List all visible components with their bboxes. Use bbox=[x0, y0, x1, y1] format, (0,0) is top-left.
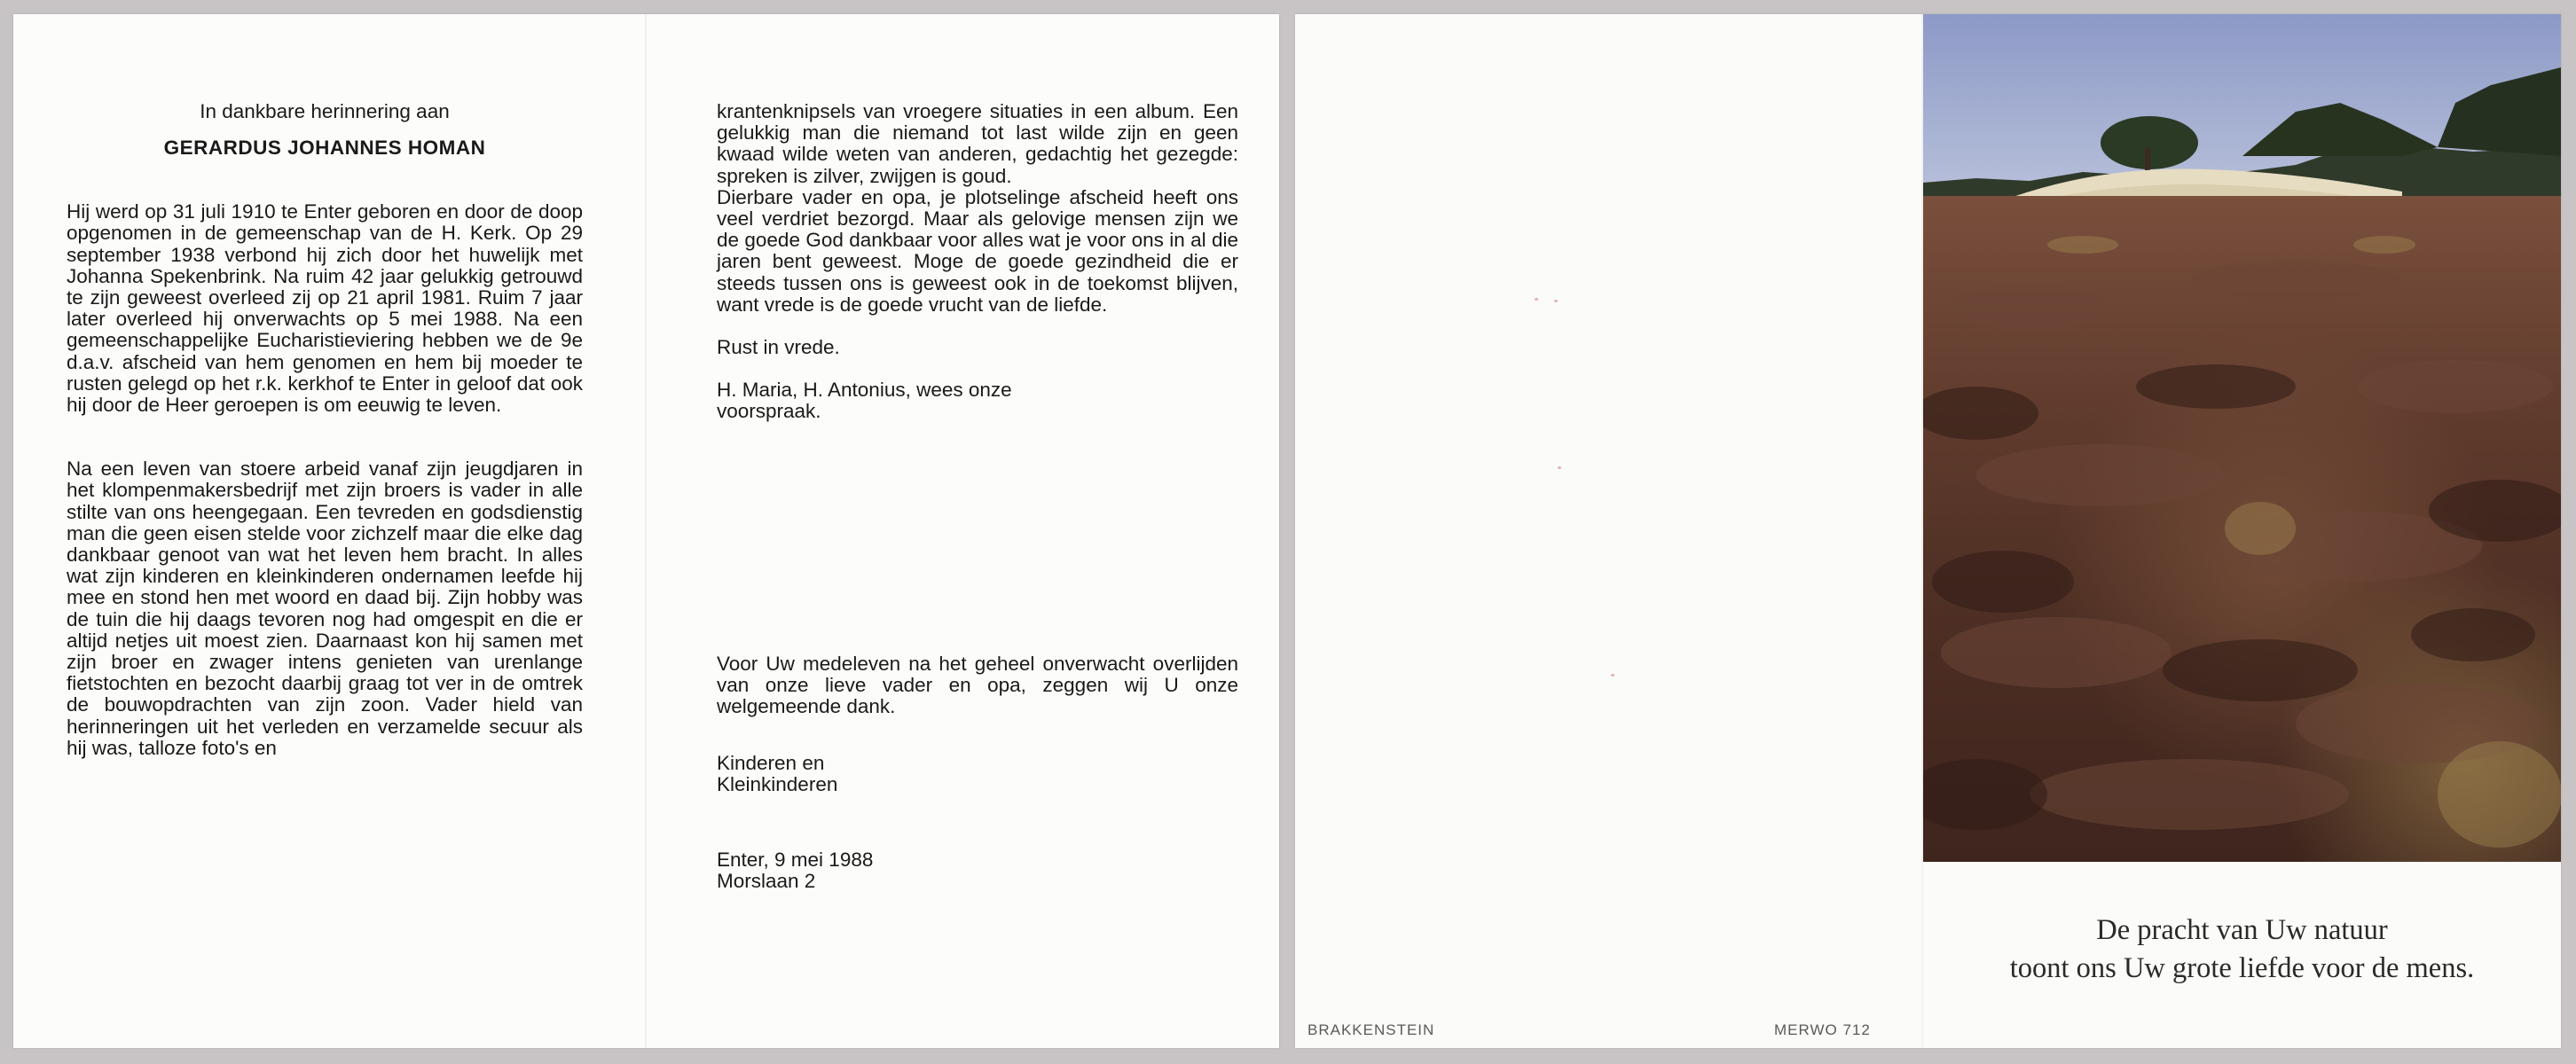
life-paragraph: Na een leven van stoere arbeid vanaf zijn jeugdjaren in het klompenmakersbedrijf met zijn broers is vader in alle stilte van ons heengegaan. Een tevreden en godsdienstig man die geen eisen stelde voor zichzelf maar die elke dag dankbaar genoot van wat het leven hem bracht. In alles wat zijn kinderen en kleinkinderen ondernamen leefde hij mee en stond hen met woord en daad bij. Zijn hobby was de tuin die hij daags tevoren nog had omgespit en die er altijd netjes uit moest zien. Daarnaast kon hij samen met zijn broer en zwager intens genieten van urenlange fietstochten en bezocht daarbij graag tot ver in de omtrek de bouwopdrachten van zijn zoon. Vader hield van herinneringen uit het verleden en verzamelde secuur als hij was, talloze foto's en bbox=[67, 458, 583, 759]
caption-line: De pracht van Uw natuur bbox=[2096, 914, 2388, 946]
signature-block bbox=[717, 753, 1238, 795]
signature-line: Kinderen en bbox=[717, 752, 825, 775]
card-caption bbox=[1923, 911, 2561, 988]
farewell-paragraph: Dierbare vader en opa, je plotselinge afscheid heeft ons veel verdriet bezorgd. Maar als gelovige mensen zijn we de goede God dankbaar voor alles wat je voor ons in al die jaren bent geweest. Moge de goede gezindheid die er steeds tussen ons is geweest ook in de toekomst blijven, want vrede is de goede vrucht van de liefde. bbox=[717, 185, 1238, 316]
card-outside bbox=[1295, 14, 2561, 1048]
card-fold bbox=[645, 14, 647, 1048]
text-column-left bbox=[67, 101, 583, 759]
album-paragraph: krantenknipsels van vroegere situaties in een album. Een gelukkig man die niemand tot last wilde zijn en geen kwaad wilde weten van anderen, gedachtig het gezegde: spreken is zilver, zwijgen is goud. bbox=[717, 100, 1238, 187]
series-code-label: MERWO 712 bbox=[1774, 1021, 1871, 1038]
address: Morslaan 2 bbox=[717, 869, 816, 892]
biography-paragraph: Hij werd op 31 juli 1910 te Enter geboren en door de doop opgenomen in de gemeenschap van de H. Kerk. Op 29 september 1938 verbond hij zich door het huwelijk met Johanna Spekenbrink. Na ruim 42 jaar gelukkig getrouwd te zijn geweest overleed zij op 21 april 1981. Ruim 7 jaar later overleed hij onverwachts op 5 mei 1988. Na een gemeenschappelijke Eucharistieviering hebben we de 9e d.a.v. afscheid van hem genomen en hem bij moeder te rusten gelegd op het r.k. kerkhof te Enter in geloof dat ook hij door de Heer geroepen is om eeuwig te leven. bbox=[67, 200, 583, 417]
card-inside bbox=[13, 14, 1279, 1048]
paper-speck bbox=[1554, 300, 1558, 302]
paper-speck bbox=[1535, 298, 1538, 301]
thanks-paragraph: Voor Uw medeleven na het geheel onverwacht overlijden van onze lieve vader en opa, zeggen wij U onze welgemeende dank. bbox=[717, 652, 1238, 718]
deceased-name: GERARDUS JOHANNES HOMAN bbox=[163, 137, 486, 159]
caption-line: toont ons Uw grote liefde voor de mens. bbox=[2009, 952, 2475, 984]
text-column-right bbox=[717, 101, 1238, 892]
place-date-block bbox=[717, 849, 1238, 892]
prayer-line: H. Maria, H. Antonius, wees onze voorspraak. bbox=[717, 379, 1012, 423]
rest-in-peace: Rust in vrede. bbox=[717, 336, 840, 359]
paper-speck bbox=[1558, 466, 1561, 469]
publisher-label: BRAKKENSTEIN bbox=[1308, 1021, 1435, 1038]
memorial-heading: In dankbare herinnering aan bbox=[200, 100, 450, 122]
place-date: Enter, 9 mei 1988 bbox=[717, 848, 874, 871]
paper-speck bbox=[1611, 674, 1614, 677]
heathland-photo-image bbox=[1923, 14, 2561, 862]
heathland-photo bbox=[1923, 14, 2561, 862]
signature-line: Kleinkinderen bbox=[717, 773, 838, 796]
